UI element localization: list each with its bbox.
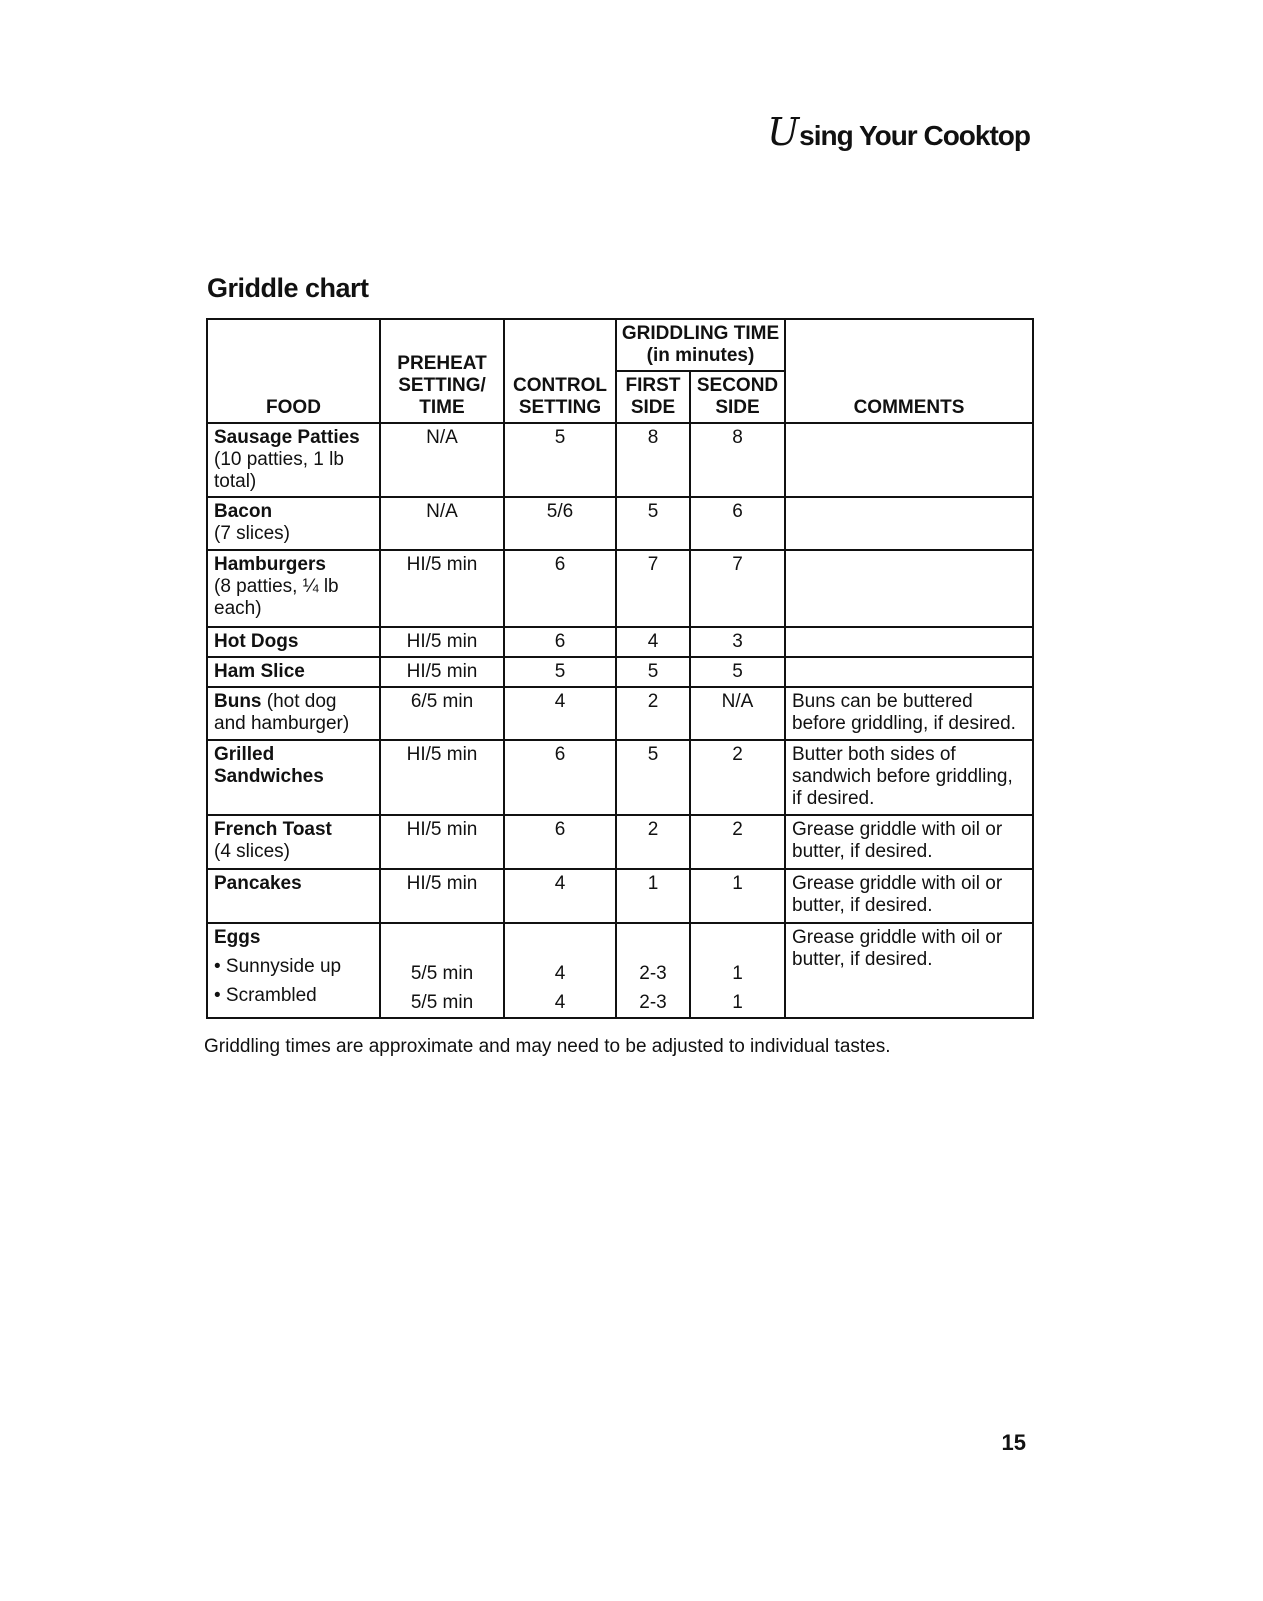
header-row-1 — [207, 319, 1033, 371]
food-cell: Eggs • Sunnyside up • Scrambled — [207, 923, 380, 1018]
preheat-cell: 5/5 min 5/5 min — [380, 923, 504, 1018]
comment-cell: Grease griddle with oil or butter, if desired. — [785, 815, 1033, 869]
first-side-cell: 5 — [616, 497, 690, 550]
control-cell: 6 — [504, 815, 616, 869]
first-side-cell: 1 — [616, 869, 690, 923]
comment-cell — [785, 550, 1033, 627]
comment-cell: Grease griddle with oil or butter, if desired. — [785, 923, 1033, 1018]
section-header-initial: U — [767, 110, 800, 154]
header-first-side: FIRST SIDE — [616, 371, 690, 423]
control-cell: 5 — [504, 423, 616, 497]
table-row — [207, 497, 1033, 550]
food-cell: Hamburgers (8 patties, ¼ lb each) — [207, 550, 380, 627]
header-comments: COMMENTS — [785, 319, 1033, 423]
comment-cell: Buns can be buttered before griddling, if desired. — [785, 687, 1033, 740]
preheat-cell: HI/5 min — [380, 550, 504, 627]
food-cell: Grilled Sandwiches — [207, 740, 380, 815]
second-side-cell: 1 — [690, 869, 785, 923]
header-control: CONTROL SETTING — [504, 319, 616, 423]
second-side-cell: 5 — [690, 657, 785, 687]
header-griddling-time: GRIDDLING TIME (in minutes) — [616, 319, 785, 371]
control-cell: 6 — [504, 550, 616, 627]
food-cell: Sausage Patties (10 patties, 1 lb total) — [207, 423, 380, 497]
control-cell: 5/6 — [504, 497, 616, 550]
table-row — [207, 423, 1033, 497]
preheat-cell: HI/5 min — [380, 815, 504, 869]
first-side-cell: 2 — [616, 815, 690, 869]
header-second-side: SECOND SIDE — [690, 371, 785, 423]
footnote: Griddling times are approximate and may need to be adjusted to individual tastes. — [204, 1036, 891, 1057]
egg-style-scrambled: • Scrambled — [214, 985, 317, 1006]
first-side-cell: 5 — [616, 657, 690, 687]
griddle-chart-table — [206, 318, 1034, 1019]
chart-title: Griddle chart — [207, 273, 369, 303]
preheat-cell: N/A — [380, 497, 504, 550]
table-row — [207, 869, 1033, 923]
table-row-eggs — [207, 923, 1033, 1018]
food-cell: Bacon (7 slices) — [207, 497, 380, 550]
second-side-cell: 7 — [690, 550, 785, 627]
comment-cell: Grease griddle with oil or butter, if desired. — [785, 869, 1033, 923]
food-cell: Ham Slice — [207, 657, 380, 687]
preheat-cell: N/A — [380, 423, 504, 497]
comment-cell — [785, 627, 1033, 657]
table-row — [207, 657, 1033, 687]
first-side-cell: 2-3 2-3 — [616, 923, 690, 1018]
food-cell: French Toast (4 slices) — [207, 815, 380, 869]
first-side-cell: 4 — [616, 627, 690, 657]
food-cell: Pancakes — [207, 869, 380, 923]
header-preheat: PREHEAT SETTING/ TIME — [380, 319, 504, 423]
page-number: 15 — [1001, 1430, 1026, 1455]
second-side-cell: 2 — [690, 740, 785, 815]
control-cell: 4 — [504, 687, 616, 740]
preheat-cell: HI/5 min — [380, 869, 504, 923]
egg-style-sunnyside: • Sunnyside up — [214, 956, 342, 977]
first-side-cell: 7 — [616, 550, 690, 627]
table-row — [207, 815, 1033, 869]
comment-cell — [785, 657, 1033, 687]
control-cell: 6 — [504, 740, 616, 815]
table-row — [207, 687, 1033, 740]
first-side-cell: 8 — [616, 423, 690, 497]
section-header — [600, 110, 1030, 154]
comment-cell — [785, 423, 1033, 497]
table-row — [207, 550, 1033, 627]
second-side-cell: 2 — [690, 815, 785, 869]
comment-cell: Butter both sides of sandwich before griddling, if desired. — [785, 740, 1033, 815]
preheat-cell: 6/5 min — [380, 687, 504, 740]
control-cell: 5 — [504, 657, 616, 687]
table-row — [207, 740, 1033, 815]
header-food: FOOD — [207, 319, 380, 423]
table-row — [207, 627, 1033, 657]
second-side-cell: 8 — [690, 423, 785, 497]
preheat-cell: HI/5 min — [380, 657, 504, 687]
preheat-cell: HI/5 min — [380, 627, 504, 657]
comment-cell — [785, 497, 1033, 550]
second-side-cell: 6 — [690, 497, 785, 550]
second-side-cell: 3 — [690, 627, 785, 657]
first-side-cell: 5 — [616, 740, 690, 815]
food-cell: Buns (hot dog and hamburger) — [207, 687, 380, 740]
control-cell: 6 — [504, 627, 616, 657]
second-side-cell: N/A — [690, 687, 785, 740]
second-side-cell: 1 1 — [690, 923, 785, 1018]
section-header-text: sing Your Cooktop — [799, 120, 1030, 151]
first-side-cell: 2 — [616, 687, 690, 740]
preheat-cell: HI/5 min — [380, 740, 504, 815]
control-cell: 4 — [504, 869, 616, 923]
control-cell: 4 4 — [504, 923, 616, 1018]
food-cell: Hot Dogs — [207, 627, 380, 657]
